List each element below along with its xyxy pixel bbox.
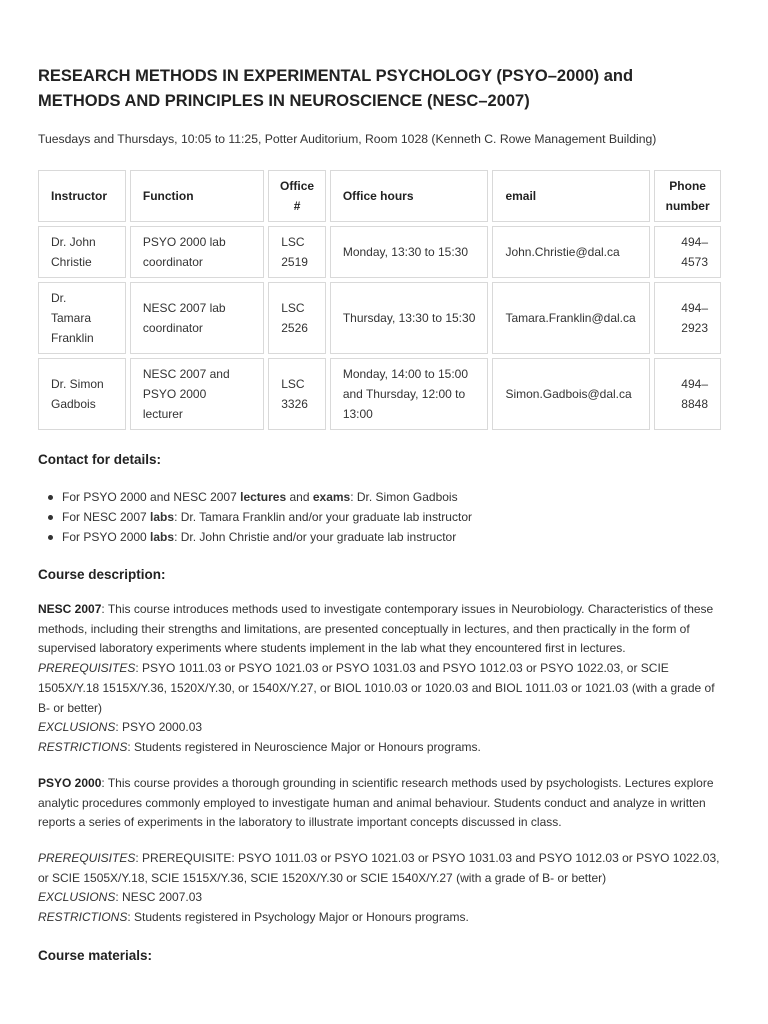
psyo-description: PSYO 2000: This course provides a thorough grounding in scientific research methods used by psychologists. Lectures explore analytic procedures commonly employed to investigate human and animal behaviour. Students conduct and analyze in written reports a series of experiments in the laboratory to illustrate important concepts discussed in class. xyxy=(38,776,714,830)
nesc-description: NESC 2007: This course introduces methods used to investigate contemporary issues in Neurobiology. Characteristics of these methods, including their strengths and limitations, are presented conceptually in lectures, and then practically in the form of supervised laboratory experiments where students implement in the lab what they encountered first in lectures. PREREQUISITES: PSYO 1011.03 or PSYO 1021.03 or PSYO 1031.03 and PSYO 1012.03 or PSYO 1022.03, or SCIE 1505X/Y.18 1515X/Y.36, 1520X/Y.30, or 1540X/Y.27, or BIOL 1010.03 or 1020.03 and BIOL 1011.03 or 1021.03 (with a grade of B- or better) EXCLUSIONS: PSYO 2000.03 RESTRICTIONS: Students registered in Neuroscience Major or Honours programs. xyxy=(38,602,715,754)
cell-phone: 494– 8848 xyxy=(654,358,721,430)
page-title xyxy=(38,64,728,114)
header-email: email xyxy=(492,170,650,222)
cell-office-hours: Monday, 14:00 to 15:00 and Thursday, 12:00 to 13:00 xyxy=(330,358,489,430)
cell-phone: 494– 2923 xyxy=(654,282,721,354)
cell-instructor: Dr. John Christie xyxy=(38,226,126,278)
list-item: For PSYO 2000 and NESC 2007 lectures and exams: Dr. Simon Gadbois xyxy=(38,487,472,507)
header-office: Office # xyxy=(268,170,326,222)
list-item: For NESC 2007 labs: Dr. Tamara Franklin and/or your graduate lab instructor xyxy=(38,507,472,527)
cell-instructor: Dr. Simon Gadbois xyxy=(38,358,126,430)
psyo-requirements: PREREQUISITES: PREREQUISITE: PSYO 1011.03 or PSYO 1021.03 or PSYO 1031.03 and PSYO 1012.03 or PSYO 1022.03, or SCIE 1505X/Y.18, SCIE 1515X/Y.36, SCIE 1520X/Y.30 or SCIE 1540X/Y.27 (with a grade of B- or better) EXCLUSIONS: NESC 2007.03 RESTRICTIONS: Students registered in Psychology Major or Honours programs. xyxy=(38,851,720,925)
course-materials-heading: Course materials: xyxy=(38,948,153,963)
header-office-hours: Office hours xyxy=(330,170,489,222)
header-function: Function xyxy=(130,170,264,222)
cell-phone: 494– 4573 xyxy=(654,226,721,278)
cell-office-hours: Monday, 13:30 to 15:30 xyxy=(330,226,489,278)
cell-email: Simon.Gadbois@dal.ca xyxy=(492,358,650,430)
cell-function: NESC 2007 lab coordinator xyxy=(130,282,264,354)
cell-instructor: Dr. Tamara Franklin xyxy=(38,282,126,354)
cell-office: LSC 2526 xyxy=(268,282,326,354)
table-row xyxy=(38,282,721,354)
table-row xyxy=(38,358,721,430)
cell-email: Tamara.Franklin@dal.ca xyxy=(492,282,650,354)
schedule-text: Tuesdays and Thursdays, 10:05 to 11:25, Potter Auditorium, Room 1028 (Kenneth C. Rowe Management Building) xyxy=(38,132,657,146)
cell-function: NESC 2007 and PSYO 2000 lecturer xyxy=(130,358,264,430)
contact-heading: Contact for details: xyxy=(38,452,162,467)
instructor-table xyxy=(34,166,725,434)
cell-function: PSYO 2000 lab coordinator xyxy=(130,226,264,278)
contact-list xyxy=(38,487,472,547)
cell-email: John.Christie@dal.ca xyxy=(492,226,650,278)
cell-office: LSC 2519 xyxy=(268,226,326,278)
header-phone: Phone number xyxy=(654,170,721,222)
list-item: For PSYO 2000 labs: Dr. John Christie and/or your graduate lab instructor xyxy=(38,527,472,547)
title-line-1: RESEARCH METHODS IN EXPERIMENTAL PSYCHOLOGY (PSYO–2000) and xyxy=(38,67,634,85)
cell-office-hours: Thursday, 13:30 to 15:30 xyxy=(330,282,489,354)
cell-office: LSC 3326 xyxy=(268,358,326,430)
course-description-heading: Course description: xyxy=(38,567,166,582)
table-row xyxy=(38,226,721,278)
title-line-2: METHODS AND PRINCIPLES IN NEUROSCIENCE (NESC–2007) xyxy=(38,92,530,110)
header-instructor: Instructor xyxy=(38,170,126,222)
table-header-row xyxy=(38,170,721,222)
